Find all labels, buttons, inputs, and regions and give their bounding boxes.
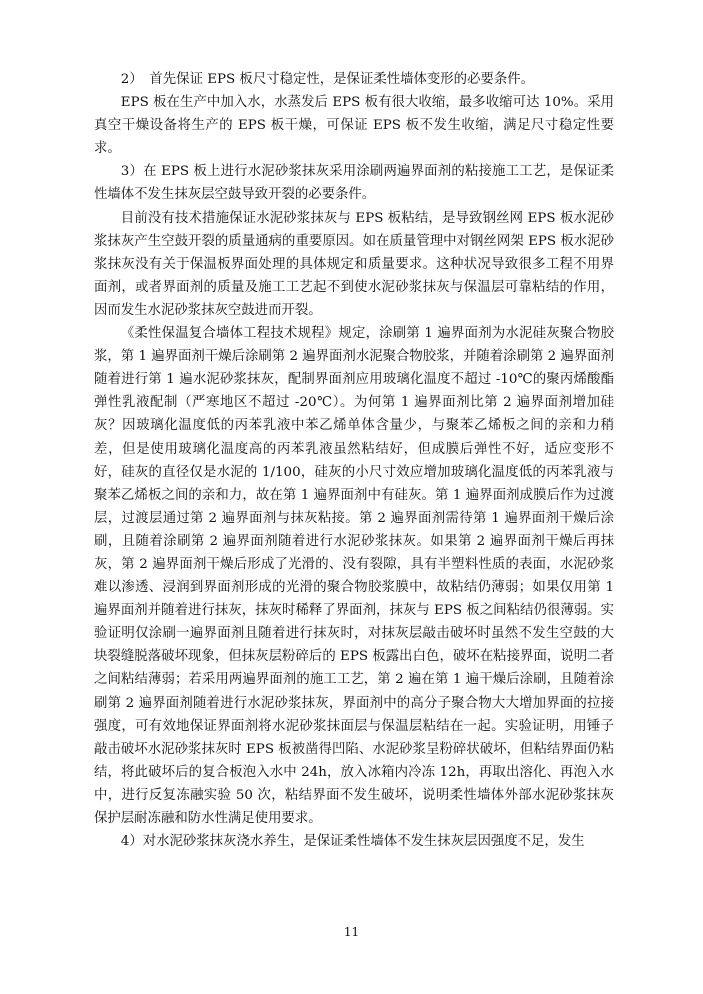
paragraph-eps-drying: EPS 板在生产中加入水，水蒸发后 EPS 板有很大收缩，最多收缩可达 10%。采用真空干燥设备将生产的 EPS 板干燥，可保证 EPS 板不发生收缩，满足尺寸稳定性要求。 — [94, 95, 614, 157]
paragraph-section-4-heading: 4）对水泥砂浆抹灰浇水养生，是保证柔性墙体不发生抹灰层因强度不足，发生 — [120, 834, 585, 850]
document-body — [94, 68, 614, 853]
page-number: 11 — [343, 925, 360, 939]
paragraph-regulation-details: 《柔性保温复合墙体工程技术规程》规定，涂刷第 1 遍界面剂为水泥硅灰聚合物胶浆，第 1 遍界面剂干燥后涂刷第 2 遍界面剂水泥聚合物胶浆，并随着涂刷第 2 遍界面剂随着进行第 1 遍水泥砂浆抹灰，配制界面剂应用玻璃化温度不超过 -10℃的聚丙烯酸酯弹性乳液配制（严寒地区不超过 -20℃）。为何第 1 遍界面剂比第 2 遍界面剂增加硅灰？因玻璃化温度低的丙苯乳液中苯乙烯单体含量少，与聚苯乙烯板之间的亲和力稍差，但是使用玻璃化温度高的丙苯乳液虽然粘结好，但成膜后弹性不好，适应变形不好，硅灰的直径仅是水泥的 1/100，硅灰的小尺寸效应增加玻璃化温度低的丙苯乳液与聚苯乙烯板之间的亲和力，故在第 1 遍界面剂中有硅灰。第 1 遍界面剂成膜后作为过渡层，过渡层通过第 2 遍界面剂与抹灰粘接。第 2 遍界面剂需待第 1 遍界面剂干燥后涂刷，且随着涂刷第 2 遍界面剂随着进行水泥砂浆抹灰。如果第 2 遍界面剂干燥后再抹灰，第 2 遍界面剂干燥后形成了光滑的、没有裂隙，具有半塑料性质的表面，水泥砂浆难以渗透、浸润到界面剂形成的光滑的聚合物胶浆膜中，故粘结仍薄弱；如果仅用第 1 遍界面剂并随着进行抹灰，抹灰时稀释了界面剂，抹灰与 EPS 板之间粘结仍很薄弱。实验证明仅涂刷一遍界面剂且随着进行抹灰时，对抹灰层敲击破坏时虽然不发生空鼓的大块裂缝脱落破坏现象，但抹灰层粉碎后的 EPS 板露出白色，破坏在粘接界面，说明二者之间粘结薄弱；若采用两遍界面剂的施工工艺，第 2 遍在第 1 遍干燥后涂刷，且随着涂刷第 2 遍界面剂随着进行水泥砂浆抹灰，界面剂中的高分子聚合物大大增加界面的拉接强度，可有效地保证界面剂将水泥砂浆抹面层与保温层粘结在一起。实验证明，用锤子敲击破坏水泥砂浆抹灰时 EPS 板被凿得凹陷、水泥砂浆呈粉碎状破坏，但粘结界面仍粘结，将此破坏后的复合板泡入水中 24h，放入冰箱内冷冻 12h，再取出溶化、再泡入水中，进行反复冻融实验 50 次，粘结界面不发生破坏，说明柔性墙体外部水泥砂浆抹灰保护层耐冻融和防水性满足使用要求。 — [94, 326, 614, 826]
paragraph-section-2-heading: 2） 首先保证 EPS 板尺寸稳定性，是保证柔性墙体变形的必要条件。 — [120, 72, 535, 87]
paragraph-current-problem: 目前没有技术措施保证水泥砂浆抹灰与 EPS 板粘结，是导致钢丝网 EPS 板水泥砂浆抹灰产生空鼓开裂的质量通病的重要原因。如在质量管理中对钢丝网架 EPS 板水泥砂浆抹灰没有关于保温板界面处理的具体规定和质量要求。这种状况导致很多工程不用界面剂，或者界面剂的质量及施工工艺起不到使水泥砂浆抹灰与保温层可靠粘结的作用，因而发生水泥砂浆抹灰空鼓进而开裂。 — [94, 210, 614, 318]
paragraph-section-3-heading: 3）在 EPS 板上进行水泥砂浆抹灰采用涂刷两遍界面剂的粘接施工工艺，是保证柔性墙体不发生抹灰层空鼓导致开裂的必要条件。 — [94, 164, 614, 203]
